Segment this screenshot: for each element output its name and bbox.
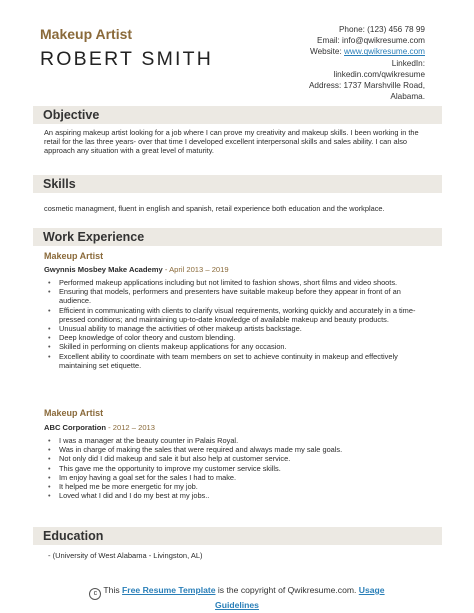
list-item: • Unusual ability to manage the activities of other makeup artists backstage. <box>44 324 434 333</box>
list-item: • Efficient in communicating with clients to clarify visual requirements, working quickly and accurately in a time-pressed conditions; and maintaining up-to-date knowledge of available makeup and beauty products. <box>44 306 434 324</box>
phone: Phone: (123) 456 78 99 <box>338 25 425 34</box>
email: Email: info@qwikresume.com <box>317 36 425 46</box>
job-1-role: Makeup Artist <box>44 251 104 261</box>
website-link[interactable]: www.qwikresume.com <box>344 47 425 57</box>
website <box>225 46 425 57</box>
linkedin-url: linkedin.com/qwikresume <box>333 69 425 79</box>
list-item: • Ensuring that models, performers and presenters have suitable makeup before they appear in front of an audience. <box>44 287 434 305</box>
job-2-company: ABC Corporation <box>44 423 107 432</box>
experience-heading: Work Experience <box>43 230 145 244</box>
footer-prefix: This <box>103 585 123 595</box>
guidelines-link[interactable]: Guidelines <box>215 600 259 610</box>
list-item: • I was a manager at the beauty counter in Palais Royal. <box>44 436 434 445</box>
address-line-1: Address: 1737 Marshville Road, <box>308 81 425 91</box>
list-item: • Performed makeup applications including but not limited to fashion shows, short films and video shoots. <box>44 278 434 287</box>
job-1-company-line <box>44 265 229 274</box>
contact-block <box>225 24 425 102</box>
objective-heading-bar <box>33 106 442 124</box>
address-line-2: Alabama. <box>390 92 425 102</box>
experience-heading-bar <box>33 228 442 246</box>
job-2-dates: - 2012 – 2013 <box>106 423 155 432</box>
job-2-bullets <box>44 436 434 500</box>
copyright-icon: c <box>89 588 101 600</box>
job-2-role: Makeup Artist <box>44 408 104 418</box>
website-label: Website: <box>310 47 345 57</box>
list-item: • Was in charge of making the sales that were required and always made my sale goals. <box>44 445 434 454</box>
list-item: • Im enjoy having a goal set for the sales I had to make. <box>44 473 434 482</box>
list-item: • Skilled in performing on clients makeup applications for any occasion. <box>44 342 434 351</box>
education-heading-bar <box>33 527 442 545</box>
candidate-name: ROBERT SMITH <box>40 48 214 70</box>
list-item: • Deep knowledge of color theory and custom blending. <box>44 333 434 342</box>
free-resume-template-link[interactable]: Free Resume Template <box>122 585 216 595</box>
job-1-bullets <box>44 278 434 370</box>
skills-heading: Skills <box>43 177 76 191</box>
job-1-company: Gwynnis Mosbey Make Academy <box>44 265 163 274</box>
job-1-dates: - April 2013 – 2019 <box>162 265 229 274</box>
skills-text: cosmetic managment, fluent in english and spanish, retail experience both education and the workplace. <box>44 204 385 213</box>
objective-heading: Objective <box>43 108 100 122</box>
education-text: - (University of West Alabama - Livingston, AL) <box>48 551 203 560</box>
skills-heading-bar <box>33 175 442 193</box>
job-2-company-line <box>44 423 155 432</box>
list-item: • Excellent ability to coordinate with team members on set to achieve continuity in makeup and effectively maintaining set etiquette. <box>44 352 434 370</box>
list-item: • This gave me the opportunity to improve my customer service skills. <box>44 464 434 473</box>
copyright-footer <box>0 585 474 611</box>
objective-text: An aspiring makeup artist looking for a job where I can prove my creativity and makeup skills. I been working in the retail for the las three years- over that time I developed excellent interpersonal skills and sales ability. I can also approach any situation with a great level of maturity. <box>44 128 419 156</box>
list-item: • Loved what I did and I do my best at my jobs.. <box>44 491 434 500</box>
footer-middle: is the copyright of Qwikresume.com. <box>215 585 359 595</box>
job-title: Makeup Artist <box>40 26 133 42</box>
linkedin-label: LinkedIn: <box>391 58 425 68</box>
list-item: • It helped me be more energetic for my job. <box>44 482 434 491</box>
usage-link[interactable]: Usage <box>358 585 385 595</box>
education-heading: Education <box>43 529 104 543</box>
list-item: • Not only did I did makeup and sale it but also help at customer service. <box>44 454 434 463</box>
